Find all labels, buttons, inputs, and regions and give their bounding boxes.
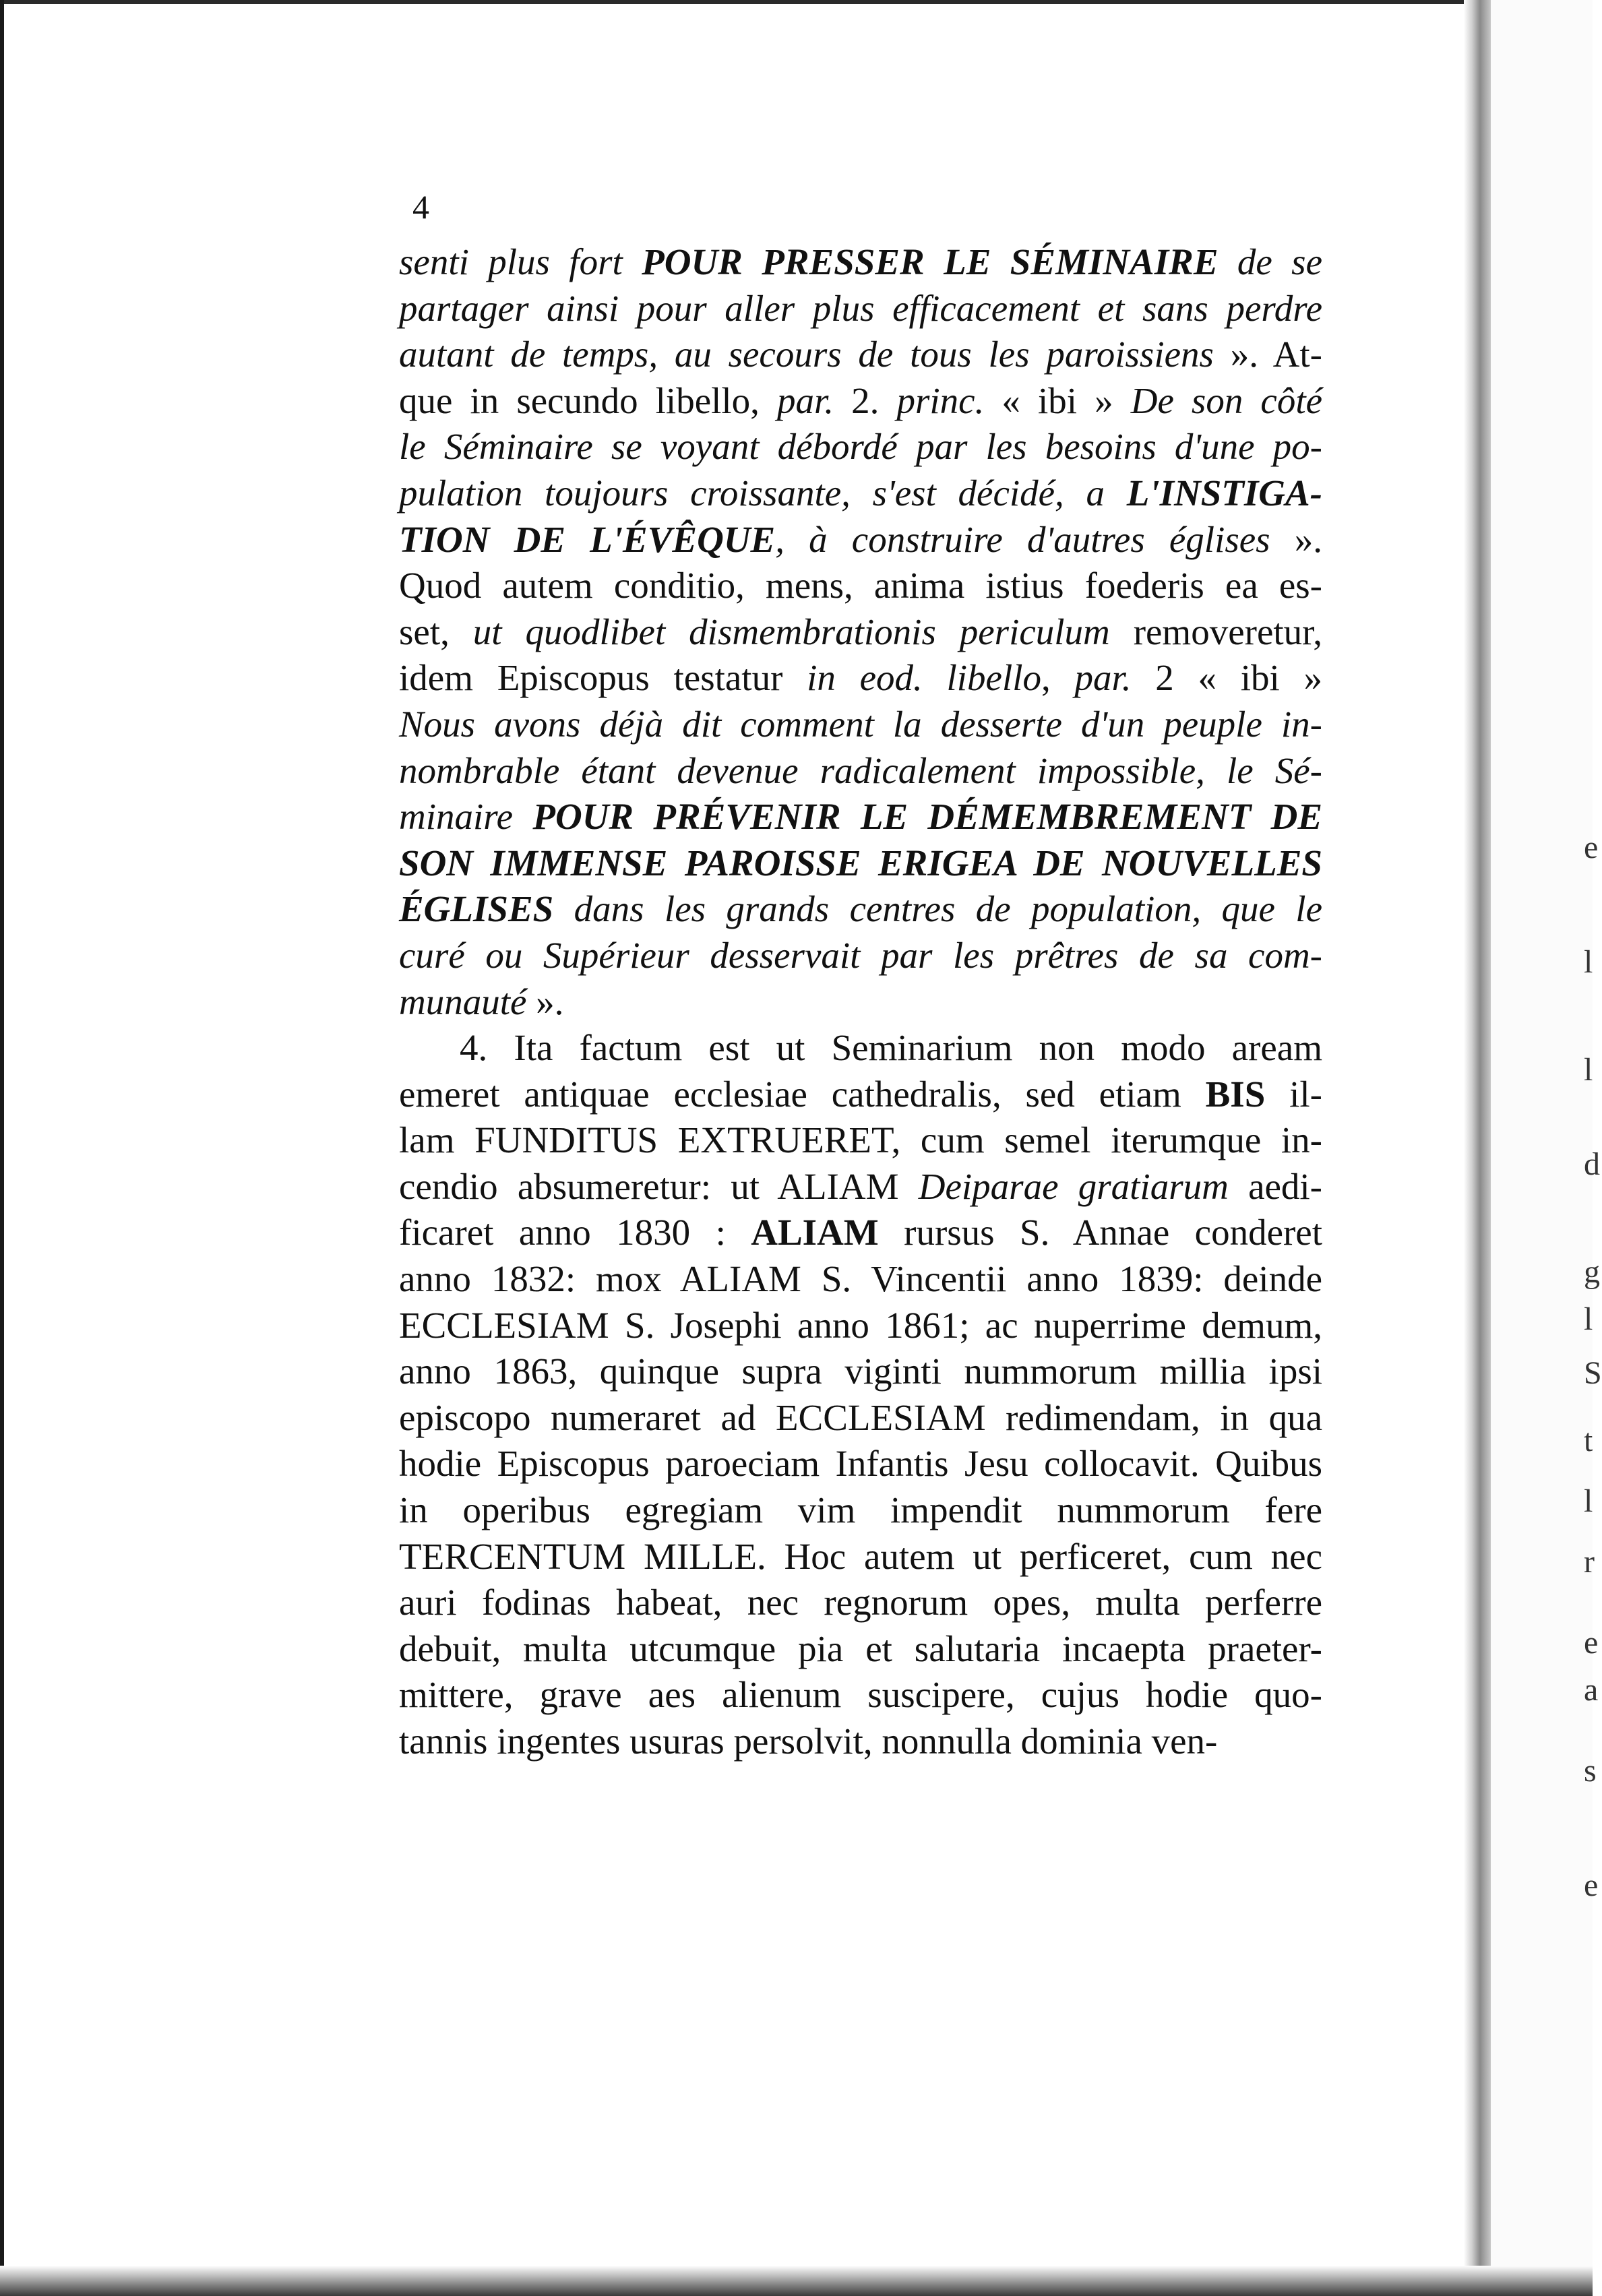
text-run: il-	[1265, 1073, 1322, 1115]
text-line	[399, 655, 1322, 702]
scan-edge-bottom	[0, 2266, 1593, 2296]
bleed-character: e	[1584, 1867, 1599, 1903]
text-line	[399, 840, 1322, 887]
text-run: le Séminaire se voyant débordé par les besoins d'une po-	[399, 426, 1322, 468]
text-line	[399, 470, 1322, 517]
text-run: hodie Episcopus paroeciam Infantis Jesu collocavit. Quibus	[399, 1443, 1322, 1485]
text-run: ECCLESIAM S. Josephi anno 1861; ac nuperrime demum,	[399, 1304, 1322, 1346]
text-run: De son côté	[1130, 379, 1323, 421]
text-run: 2.	[834, 379, 897, 421]
text-run: emeret antiquae ecclesiae cathedralis, sed etiam	[399, 1073, 1206, 1115]
text-run: pulation toujours croissante, s'est décidé, a	[399, 472, 1127, 514]
text-run: partager ainsi pour aller plus efficacement et sans perdre	[399, 287, 1322, 329]
text-run: , à construire d'autres églises	[775, 518, 1270, 560]
text-line	[399, 1395, 1322, 1441]
text-run: par.	[777, 379, 834, 421]
bleed-character: e	[1584, 1625, 1599, 1661]
bleed-character: e	[1584, 830, 1599, 865]
text-run: nombrable étant devenue radicalement impossible, le Sé-	[399, 749, 1322, 791]
text-run: autant de temps, au secours de tous les paroissiens	[399, 334, 1214, 375]
bleed-character: l	[1584, 1052, 1593, 1088]
text-run: L'INSTIGA-	[1126, 472, 1322, 514]
text-run: in operibus egregiam vim impendit nummorum fere	[399, 1489, 1322, 1531]
text-run: Nous avons déjà dit comment la desserte d'un peuple in-	[399, 703, 1322, 745]
text-line	[399, 1487, 1322, 1534]
text-line	[399, 517, 1322, 563]
text-line	[399, 1117, 1322, 1164]
text-line	[399, 1580, 1322, 1626]
bleed-character: S	[1584, 1355, 1602, 1391]
page-number: 4	[412, 188, 429, 226]
text-run: lam FUNDITUS EXTRUERET, cum semel iterumque in-	[399, 1119, 1322, 1161]
text-line	[399, 332, 1322, 378]
text-run: minaire	[399, 796, 533, 838]
text-line	[399, 1534, 1322, 1580]
text-run: que in secundo libello,	[399, 379, 778, 421]
text-line	[399, 378, 1322, 425]
text-line	[399, 1626, 1322, 1673]
text-line	[399, 286, 1322, 332]
scan-edge-top	[0, 0, 1593, 4]
text-run: Deiparae gratiarum	[918, 1165, 1229, 1207]
text-line	[399, 1441, 1322, 1487]
text-line	[399, 1025, 1322, 1072]
text-line	[399, 239, 1322, 286]
bleed-character: s	[1584, 1753, 1597, 1789]
text-run: « ibi »	[984, 379, 1131, 421]
text-run: ut quodlibet dismembrationis periculum	[472, 611, 1110, 652]
text-run: princ.	[896, 379, 985, 421]
scan-edge-left	[0, 0, 4, 2296]
text-line	[399, 1256, 1322, 1303]
bleed-character: l	[1584, 1301, 1593, 1337]
text-run: cendio absumeretur: ut ALIAM	[399, 1165, 919, 1207]
text-run: munauté	[399, 981, 527, 1022]
text-run: idem Episcopus testatur	[399, 657, 807, 699]
text-line	[399, 748, 1322, 795]
text-run: removeretur,	[1109, 611, 1322, 652]
text-run: ÉGLISES	[399, 888, 554, 930]
bleed-character: t	[1584, 1423, 1593, 1458]
text-line	[399, 1072, 1322, 1118]
book-spine-shadow	[1464, 0, 1491, 2296]
text-run: ALIAM	[751, 1212, 879, 1253]
text-line	[399, 702, 1322, 748]
text-run: curé ou Supérieur desservait par les prêtres de sa com-	[399, 934, 1322, 976]
facing-page-bleed	[1491, 0, 1602, 2296]
text-run: aedi-	[1228, 1165, 1323, 1207]
text-run: episcopo numeraret ad ECCLESIAM redimendam, in qua	[399, 1396, 1322, 1438]
bleed-character: a	[1584, 1672, 1599, 1708]
text-line	[399, 886, 1322, 933]
bleed-character: r	[1584, 1544, 1595, 1580]
bleed-character: l	[1584, 1483, 1593, 1519]
text-run: POUR PRESSER LE SÉMINAIRE	[642, 241, 1219, 282]
text-line	[399, 424, 1322, 470]
text-run: POUR PRÉVENIR LE DÉMEMBREMENT DE	[532, 796, 1322, 838]
text-run: anno 1863, quinque supra viginti nummorum millia ipsi	[399, 1351, 1322, 1392]
text-line	[399, 1164, 1322, 1210]
text-run: BIS	[1205, 1073, 1266, 1115]
text-run: debuit, multa utcumque pia et salutaria incaepta praeter-	[399, 1627, 1322, 1669]
text-line	[399, 979, 1322, 1026]
bleed-character: d	[1584, 1146, 1600, 1182]
text-run: senti plus fort	[399, 241, 642, 282]
text-line	[399, 1210, 1322, 1256]
text-run: tannis ingentes usuras persolvit, nonnulla dominia ven-	[399, 1720, 1218, 1762]
text-run: SON IMMENSE PAROISSE ERIGEA DE NOUVELLES	[399, 842, 1322, 883]
text-line	[399, 794, 1322, 840]
text-line	[399, 1718, 1322, 1765]
text-run: Quod autem conditio, mens, anima istius foederis ea es-	[399, 565, 1322, 607]
text-line	[399, 1348, 1322, 1395]
text-run: TION DE L'ÉVÊQUE	[399, 518, 776, 560]
bleed-character: l	[1584, 944, 1593, 980]
text-line	[399, 609, 1322, 656]
text-run: ficaret anno 1830 :	[399, 1212, 751, 1253]
body-text	[399, 239, 1322, 1765]
text-run: ».	[526, 981, 564, 1022]
bleed-character: g	[1584, 1254, 1600, 1290]
text-run: dans les grands centres de population, que le	[553, 888, 1322, 930]
text-line	[399, 1303, 1322, 1349]
text-run: de se	[1218, 241, 1322, 282]
text-run: mittere, grave aes alienum suscipere, cujus hodie quo-	[399, 1674, 1322, 1716]
text-run: 4. Ita factum est ut Seminarium non modo aream	[460, 1027, 1322, 1069]
text-run: ,	[1041, 657, 1075, 699]
text-run: anno 1832: mox ALIAM S. Vincentii anno 1839: deinde	[399, 1258, 1322, 1300]
text-run: ». At-	[1213, 334, 1322, 375]
text-line	[399, 563, 1322, 609]
text-line	[399, 933, 1322, 979]
text-run: set,	[399, 611, 473, 652]
text-run: ».	[1270, 518, 1322, 560]
text-run: rursus S. Annae conderet	[878, 1212, 1322, 1253]
text-run: TERCENTUM MILLE. Hoc autem ut perficeret, cum nec	[399, 1535, 1322, 1577]
text-run: auri fodinas habeat, nec regnorum opes, multa perferre	[399, 1582, 1322, 1623]
text-run: in eod. libello	[807, 657, 1042, 699]
text-run: par.	[1074, 657, 1132, 699]
text-line	[399, 1672, 1322, 1718]
text-run: 2 « ibi »	[1131, 657, 1322, 699]
